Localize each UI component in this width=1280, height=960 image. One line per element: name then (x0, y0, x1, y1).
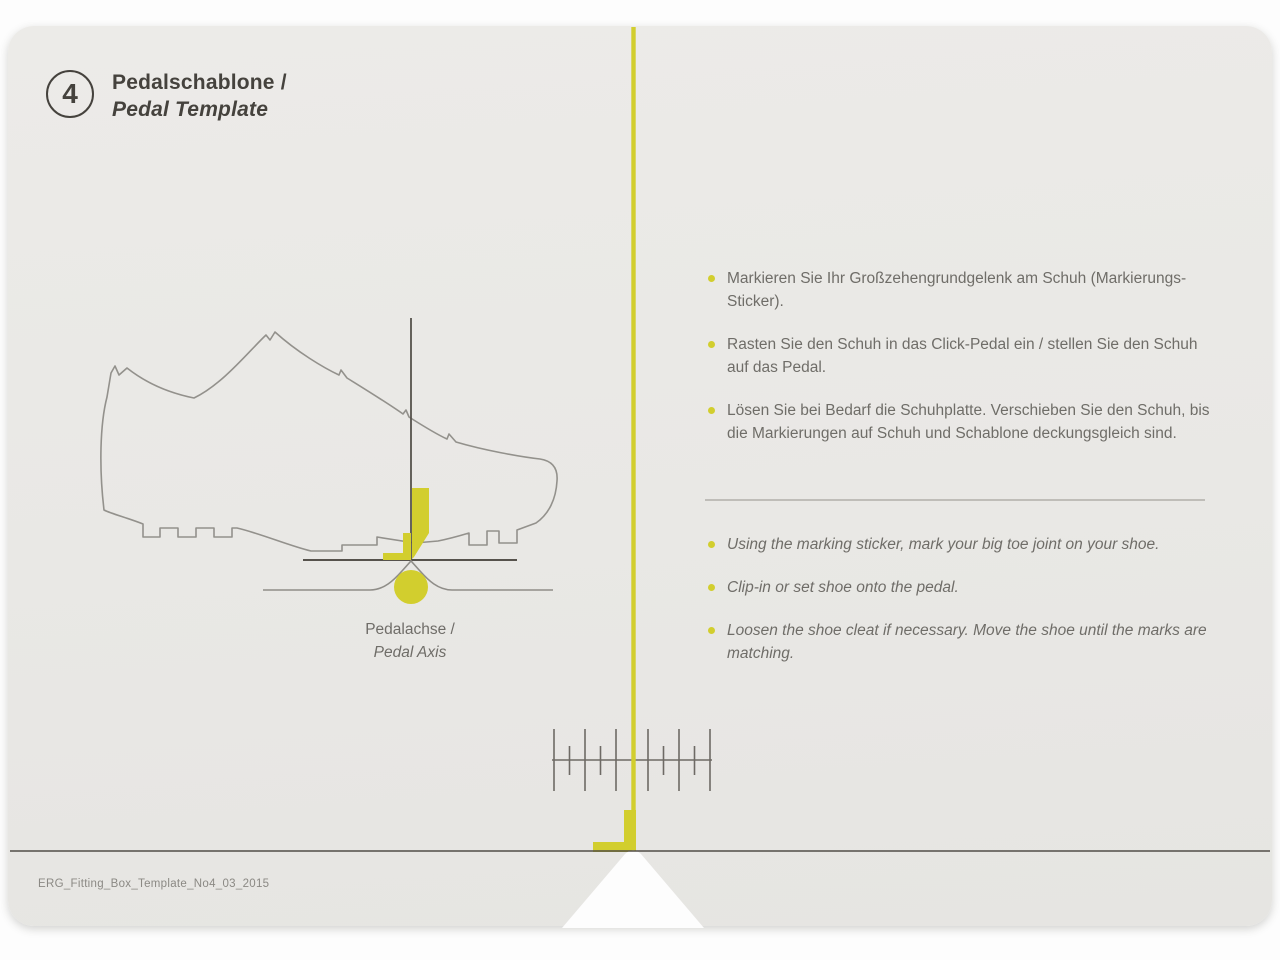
list-item (708, 533, 1210, 556)
step-number-badge (46, 70, 94, 118)
list-item (708, 333, 1210, 379)
bullet-icon (708, 275, 715, 282)
list-item (708, 619, 1210, 665)
bullet-icon (708, 541, 715, 548)
instruction-text: Loosen the shoe cleat if necessary. Move the shoe until the marks are matching. (727, 622, 1207, 662)
page-title (112, 69, 287, 123)
instruction-text: Markieren Sie Ihr Großzehengrundgelenk am Schuh (Markierungs-Sticker). (727, 270, 1187, 310)
list-item (708, 399, 1210, 445)
pedal-axis-caption (300, 618, 520, 664)
list-item (708, 267, 1210, 313)
page-title-en: Pedal Template (112, 98, 269, 121)
bullet-icon (708, 584, 715, 591)
bullet-icon (708, 407, 715, 414)
pedal-axis-caption-en: Pedal Axis (373, 644, 447, 661)
instructions-german (708, 267, 1210, 465)
instruction-text: Clip-in or set shoe onto the pedal. (727, 579, 959, 596)
bullet-icon (708, 341, 715, 348)
instruction-text: Rasten Sie den Schuh in das Click-Pedal ein / stellen Sie den Schuh auf das Pedal. (727, 336, 1198, 376)
page-title-de: Pedalschablone / (112, 71, 287, 94)
instruction-text: Lösen Sie bei Bedarf die Schuhplatte. Verschieben Sie den Schuh, bis die Markierungen auf Schuh und Schablone deckungsgleich sind. (727, 402, 1210, 442)
pedal-axis-caption-de: Pedalachse / (365, 621, 455, 638)
bullet-icon (708, 627, 715, 634)
footer-text: ERG_Fitting_Box_Template_No4_03_2015 (38, 878, 270, 890)
instruction-text: Using the marking sticker, mark your big toe joint on your shoe. (727, 536, 1160, 553)
instructions-english (708, 533, 1210, 685)
template-card (8, 26, 1272, 926)
step-number: 4 (62, 78, 78, 109)
list-item (708, 576, 1210, 599)
